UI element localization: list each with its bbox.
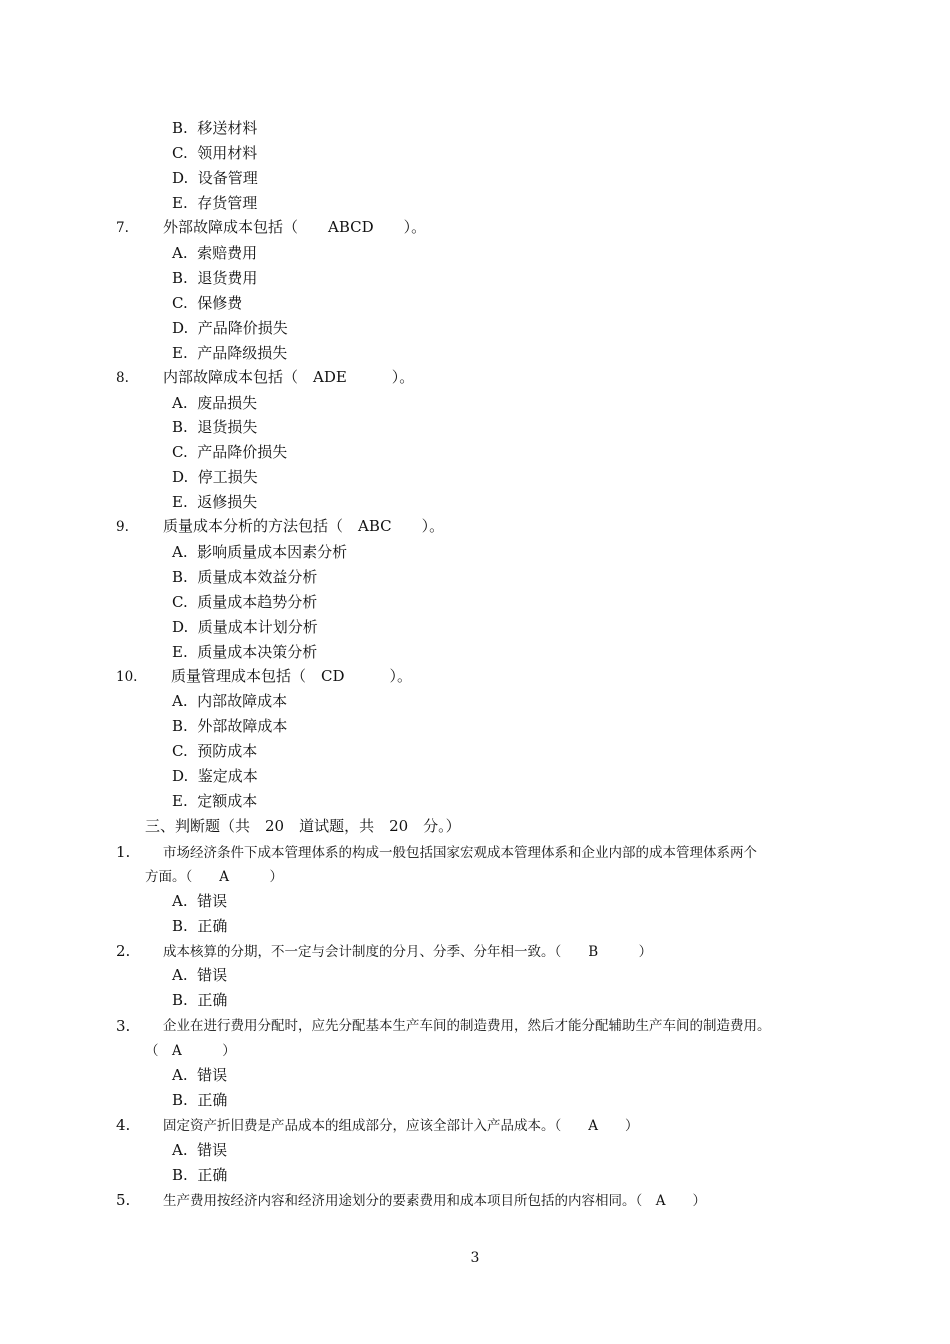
question-number: 3.: [116, 1017, 131, 1035]
question-text: 质量成本分析的方法包括（ ABC ）。: [163, 517, 445, 535]
question-number: 10.: [116, 669, 138, 685]
question-text-continued: （ A ）: [145, 1043, 236, 1059]
option-a: A. 影响质量成本因素分析: [172, 543, 348, 561]
question-text: 企业在进行费用分配时，应先分配基本生产车间的制造费用，然后才能分配辅助生产车间的制造费用。: [163, 1018, 771, 1034]
option-c: C. 产品降价损失: [172, 443, 288, 461]
question-number: 5.: [116, 1191, 131, 1209]
option-b: B. 退货费用: [172, 269, 258, 287]
option-e: E. 产品降级损失: [172, 344, 288, 362]
option-a: A. 废品损失: [172, 394, 258, 412]
option-b: B. 正确: [172, 991, 228, 1009]
question-number: 4.: [116, 1116, 131, 1134]
option-b: B. 外部故障成本: [172, 717, 288, 735]
question-text: 质量管理成本包括（ CD ）。: [171, 667, 413, 685]
option-c: C. 领用材料: [172, 144, 258, 162]
option-a: A. 错误: [172, 1066, 228, 1084]
option-d: D. 鉴定成本: [172, 767, 258, 785]
option-c: C. 保修费: [172, 294, 243, 312]
option-b: B. 正确: [172, 1091, 228, 1109]
option-c: C. 预防成本: [172, 742, 258, 760]
option-a: A. 错误: [172, 892, 228, 910]
page-number: 3: [470, 1250, 480, 1266]
option-d: D. 质量成本计划分析: [172, 618, 318, 636]
question-text: 成本核算的分期，不一定与会计制度的分月、分季、分年相一致。（ B ）: [163, 944, 653, 960]
question-number: 7.: [116, 220, 129, 236]
question-text: 生产费用按经济内容和经济用途划分的要素费用和成本项目所包括的内容相同。（ A ）: [163, 1193, 706, 1209]
option-e: E. 返修损失: [172, 493, 258, 511]
question-text: 固定资产折旧费是产品成本的组成部分，应该全部计入产品成本。（ A ）: [163, 1118, 639, 1134]
option-a: A. 索赔费用: [172, 244, 258, 262]
option-a: A. 内部故障成本: [172, 692, 288, 710]
option-e: E. 存货管理: [172, 194, 258, 212]
option-b: B. 移送材料: [172, 119, 258, 137]
option-a: A. 错误: [172, 1141, 228, 1159]
option-b: B. 正确: [172, 917, 228, 935]
option-a: A. 错误: [172, 966, 228, 984]
question-text: 外部故障成本包括（ ABCD ）。: [163, 218, 427, 236]
question-text: 内部故障成本包括（ ADE ）。: [163, 368, 415, 386]
question-number: 8.: [116, 370, 129, 386]
section-header: 三、判断题（共 20 道试题，共 20 分。）: [145, 817, 461, 835]
option-c: C. 质量成本趋势分析: [172, 593, 318, 611]
question-text: 市场经济条件下成本管理体系的构成一般包括国家宏观成本管理体系和企业内部的成本管理体系两个: [163, 845, 757, 861]
option-d: D. 设备管理: [172, 169, 258, 187]
question-number: 1.: [116, 843, 131, 861]
option-e: E. 定额成本: [172, 792, 258, 810]
option-e: E. 质量成本决策分析: [172, 643, 318, 661]
option-d: D. 产品降价损失: [172, 319, 288, 337]
question-text-continued: 方面。（ A ）: [145, 869, 283, 885]
question-number: 2.: [116, 942, 131, 960]
question-number: 9.: [116, 519, 129, 535]
option-b: B. 正确: [172, 1166, 228, 1184]
option-b: B. 质量成本效益分析: [172, 568, 318, 586]
option-d: D. 停工损失: [172, 468, 258, 486]
option-b: B. 退货损失: [172, 418, 258, 436]
